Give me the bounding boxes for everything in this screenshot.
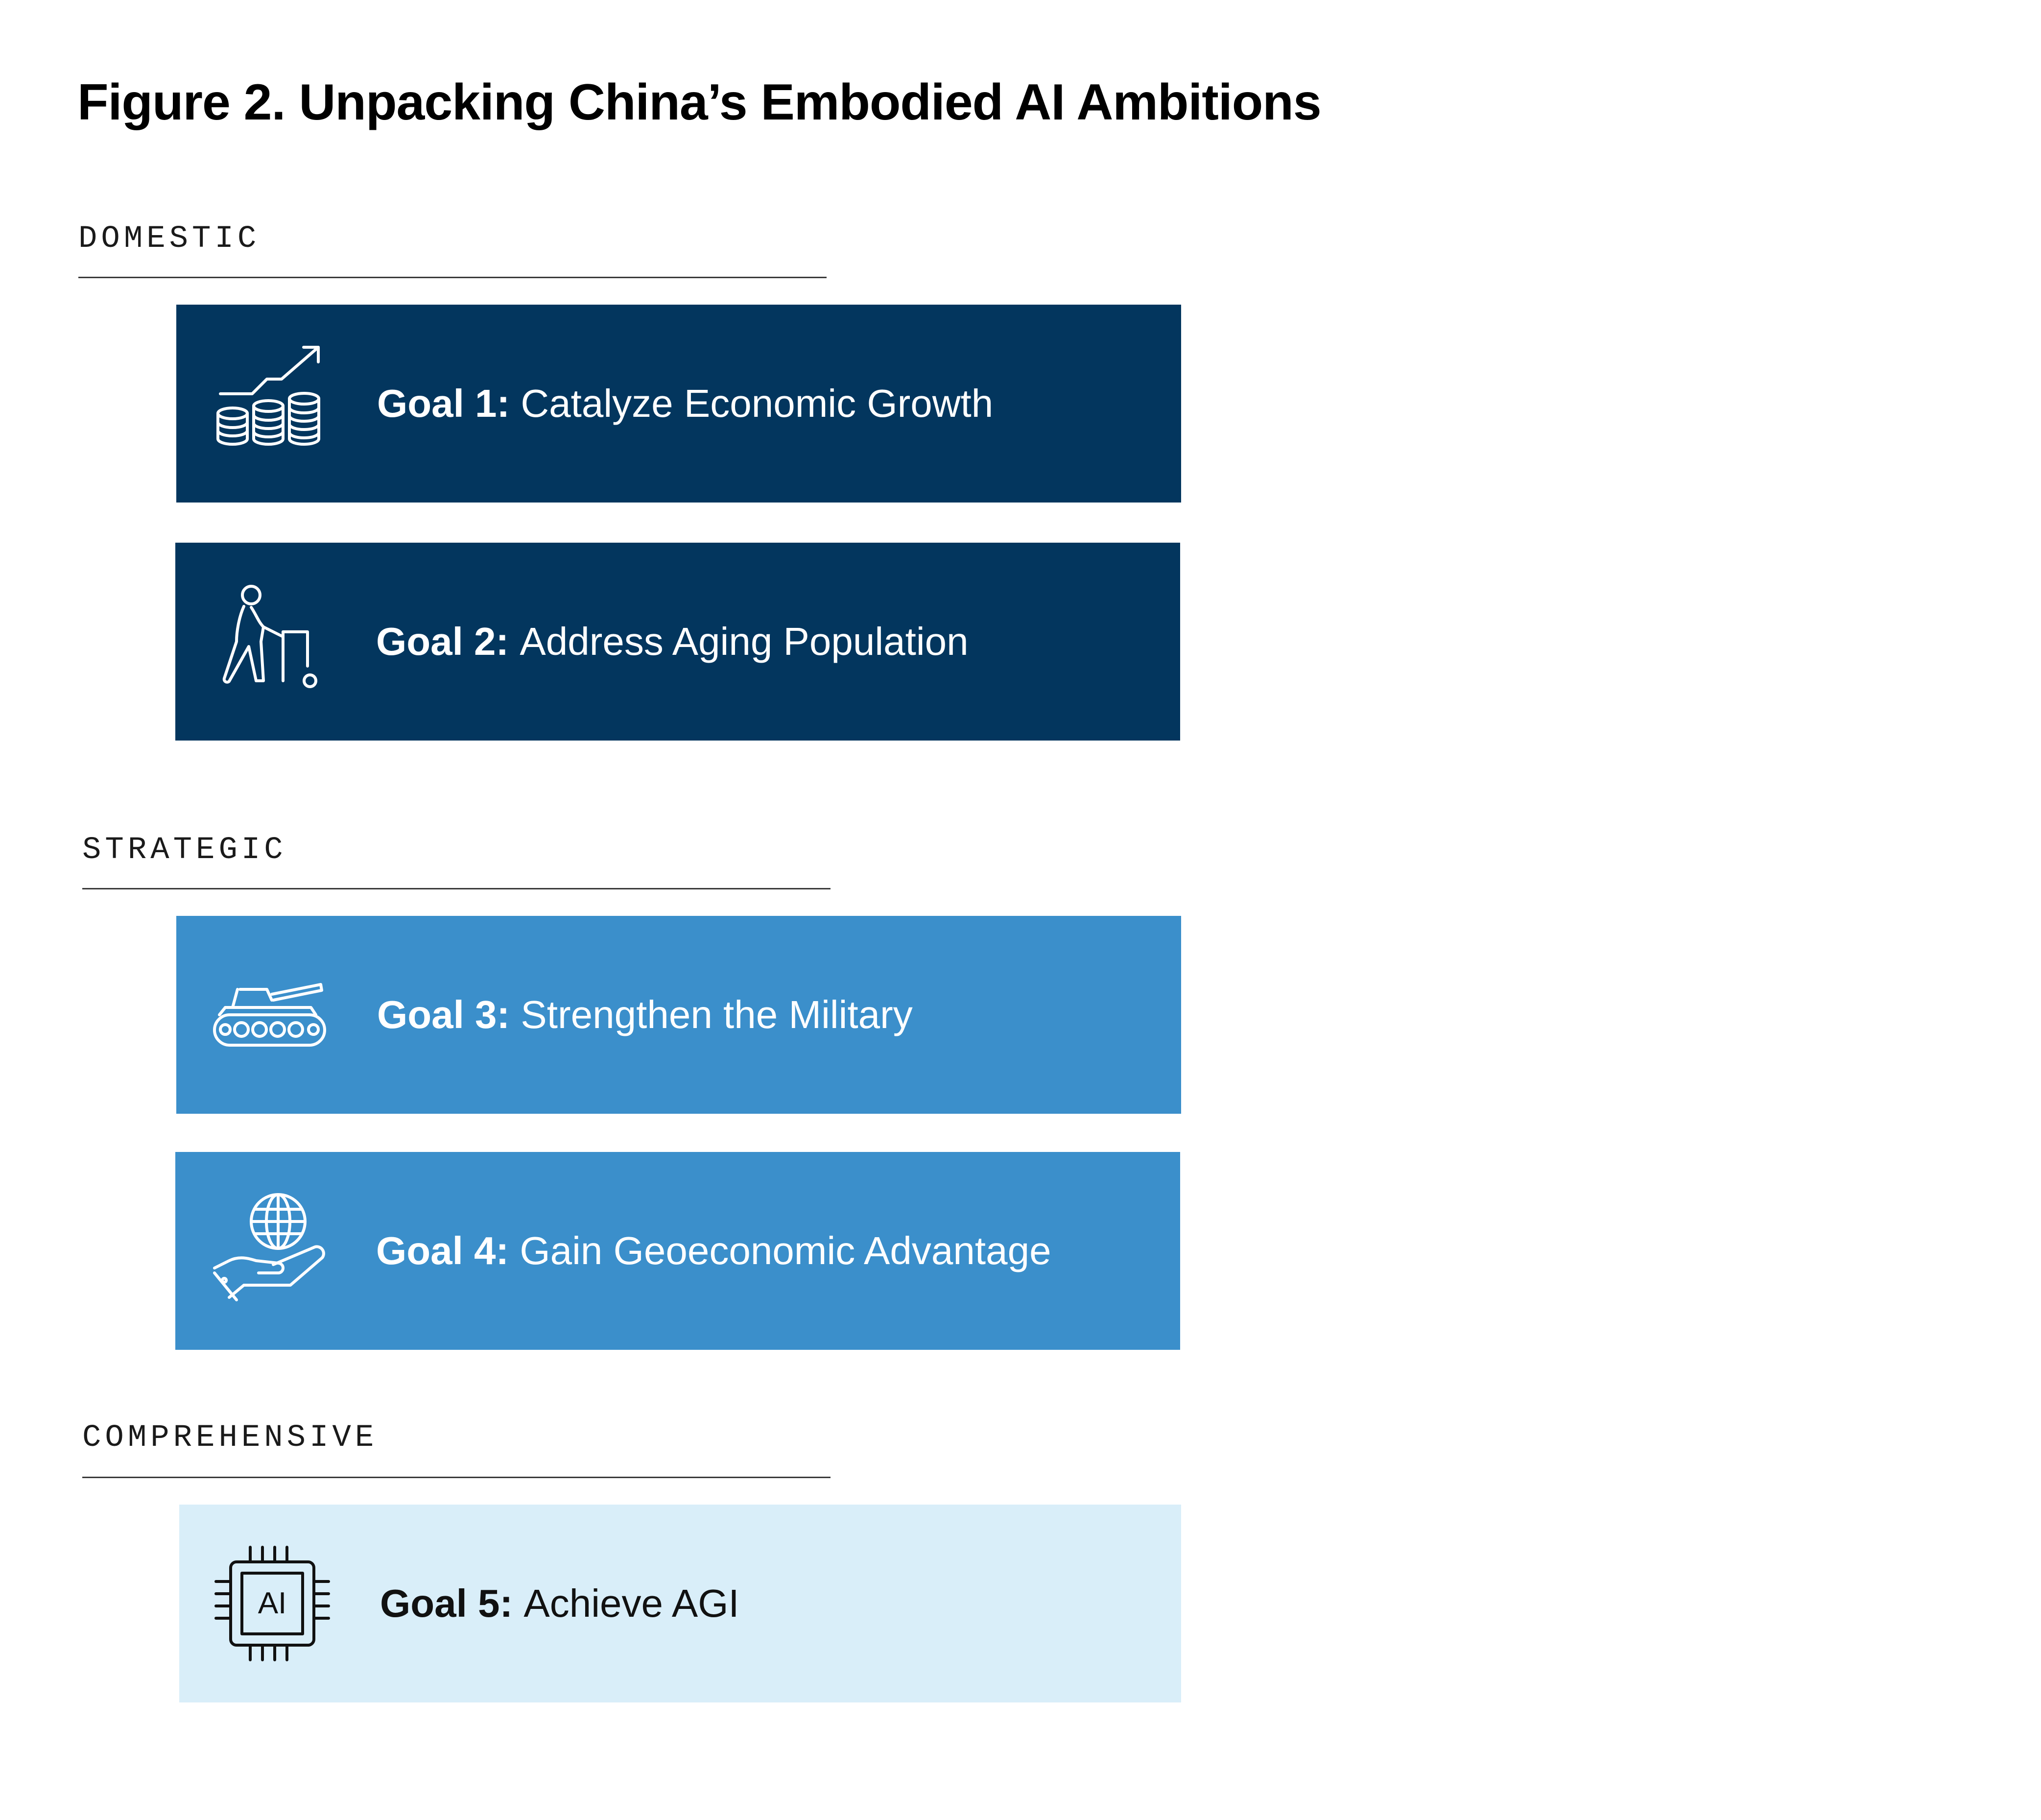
section-label-domestic: DOMESTIC [78,221,261,257]
goal-card-3 [176,916,1181,1114]
goal-card-2 [175,543,1180,741]
goal-description: Strengthen the Military [521,993,913,1036]
globe-in-hand-icon [210,1192,327,1310]
goal-number: Goal 2: [376,620,509,663]
section-label-strategic: STRATEGIC [82,833,287,868]
goal-text [376,543,969,741]
goal-description: Gain Geoeconomic Advantage [520,1229,1051,1272]
goal-text [376,1152,1051,1350]
goal-number: Goal 1: [377,382,510,425]
goal-card-5 [179,1505,1181,1702]
goal-description: Catalyze Economic Growth [521,382,994,425]
tank-icon [211,956,328,1074]
ai-chip-label: AI [258,1586,287,1620]
goal-description: Address Aging Population [520,620,969,663]
goal-description: Achieve AGI [523,1581,739,1625]
goal-number: Goal 3: [377,993,510,1036]
figure-title: Figure 2. Unpacking China’s Embodied AI Ambitions [77,74,1321,131]
section-divider [78,277,827,278]
goal-text [380,1505,739,1702]
growth-coins-icon [211,345,328,462]
goal-card-4 [175,1152,1180,1350]
ai-chip-icon [214,1545,331,1662]
goal-text [377,305,993,503]
section-divider [82,888,831,889]
section-label-comprehensive: COMPREHENSIVE [82,1420,378,1456]
goal-card-1 [176,305,1181,503]
elderly-walker-icon [210,583,327,700]
goal-text [377,916,913,1114]
goal-number: Goal 4: [376,1229,509,1272]
goal-number: Goal 5: [380,1581,513,1625]
section-divider [82,1477,831,1478]
